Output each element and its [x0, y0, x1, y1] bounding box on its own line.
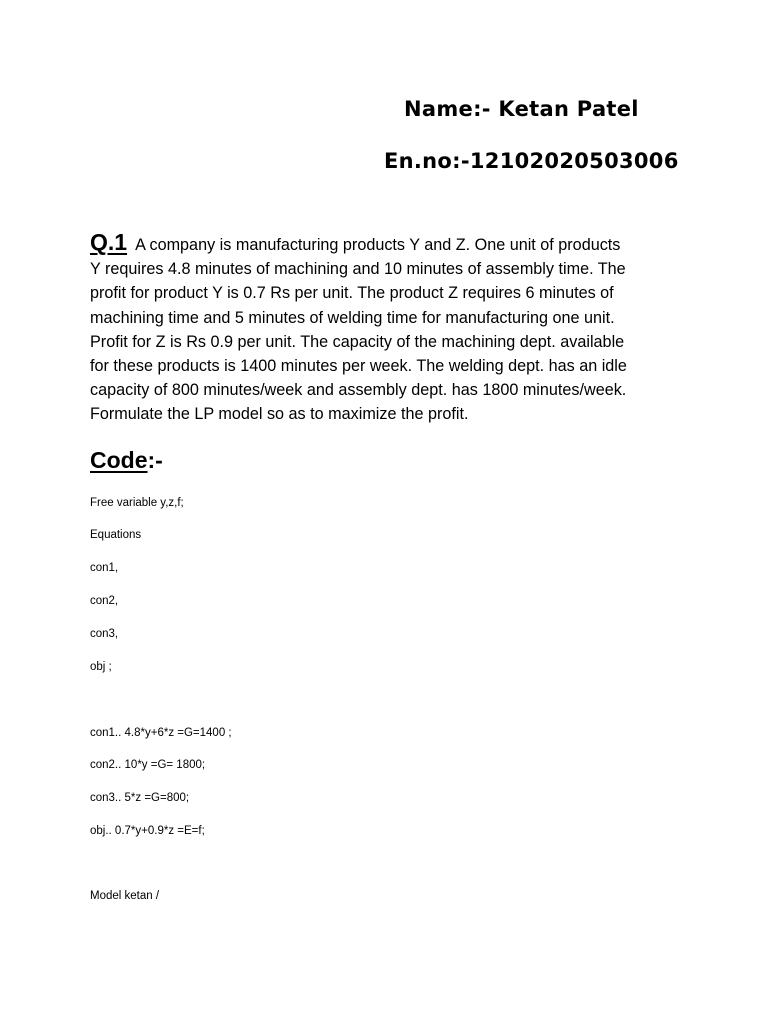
code-line: Free variable y,z,f;	[90, 497, 184, 509]
code-line: obj.. 0.7*y+0.9*z =E=f;	[90, 825, 205, 837]
code-line: Equations	[90, 529, 142, 541]
code-line: con1,	[90, 562, 119, 574]
code-line: con3,	[90, 628, 119, 640]
code-heading-suffix: :-	[147, 447, 163, 473]
question-block	[90, 230, 690, 427]
code-heading-label: Code	[90, 447, 148, 473]
question-line: for these products is 1400 minutes per week. The welding dept. has an idle	[90, 357, 627, 376]
question-line: Y requires 4.8 minutes of machining and 10 minutes of assembly time. The	[90, 260, 626, 279]
code-line: con1.. 4.8*y+6*z =G=1400 ;	[90, 727, 232, 739]
code-line: con2,	[90, 595, 119, 607]
question-text: A company is manufacturing products Y and Z. One unit of products	[135, 236, 621, 254]
question-line: profit for product Y is 0.7 Rs per unit. The product Z requires 6 minutes of	[90, 284, 614, 303]
code-line: Model ketan /	[90, 890, 160, 902]
question-line: Profit for Z is Rs 0.9 per unit. The capacity of the machining dept. available	[90, 332, 625, 351]
student-name: Name:- Ketan Patel	[404, 97, 639, 121]
code-heading	[90, 447, 163, 474]
enrollment-number: En.no:-12102020503006	[384, 149, 679, 173]
question-line: Formulate the LP model so as to maximize the profit.	[90, 405, 469, 424]
code-line: con3.. 5*z =G=800;	[90, 792, 190, 804]
code-line: con2.. 10*y =G= 1800;	[90, 759, 206, 771]
question-line	[90, 230, 690, 257]
code-line: obj ;	[90, 661, 112, 673]
question-line: machining time and 5 minutes of welding time for manufacturing one unit.	[90, 308, 615, 327]
question-label: Q.1	[90, 229, 128, 255]
question-line: capacity of 800 minutes/week and assembly dept. has 1800 minutes/week.	[90, 381, 627, 400]
